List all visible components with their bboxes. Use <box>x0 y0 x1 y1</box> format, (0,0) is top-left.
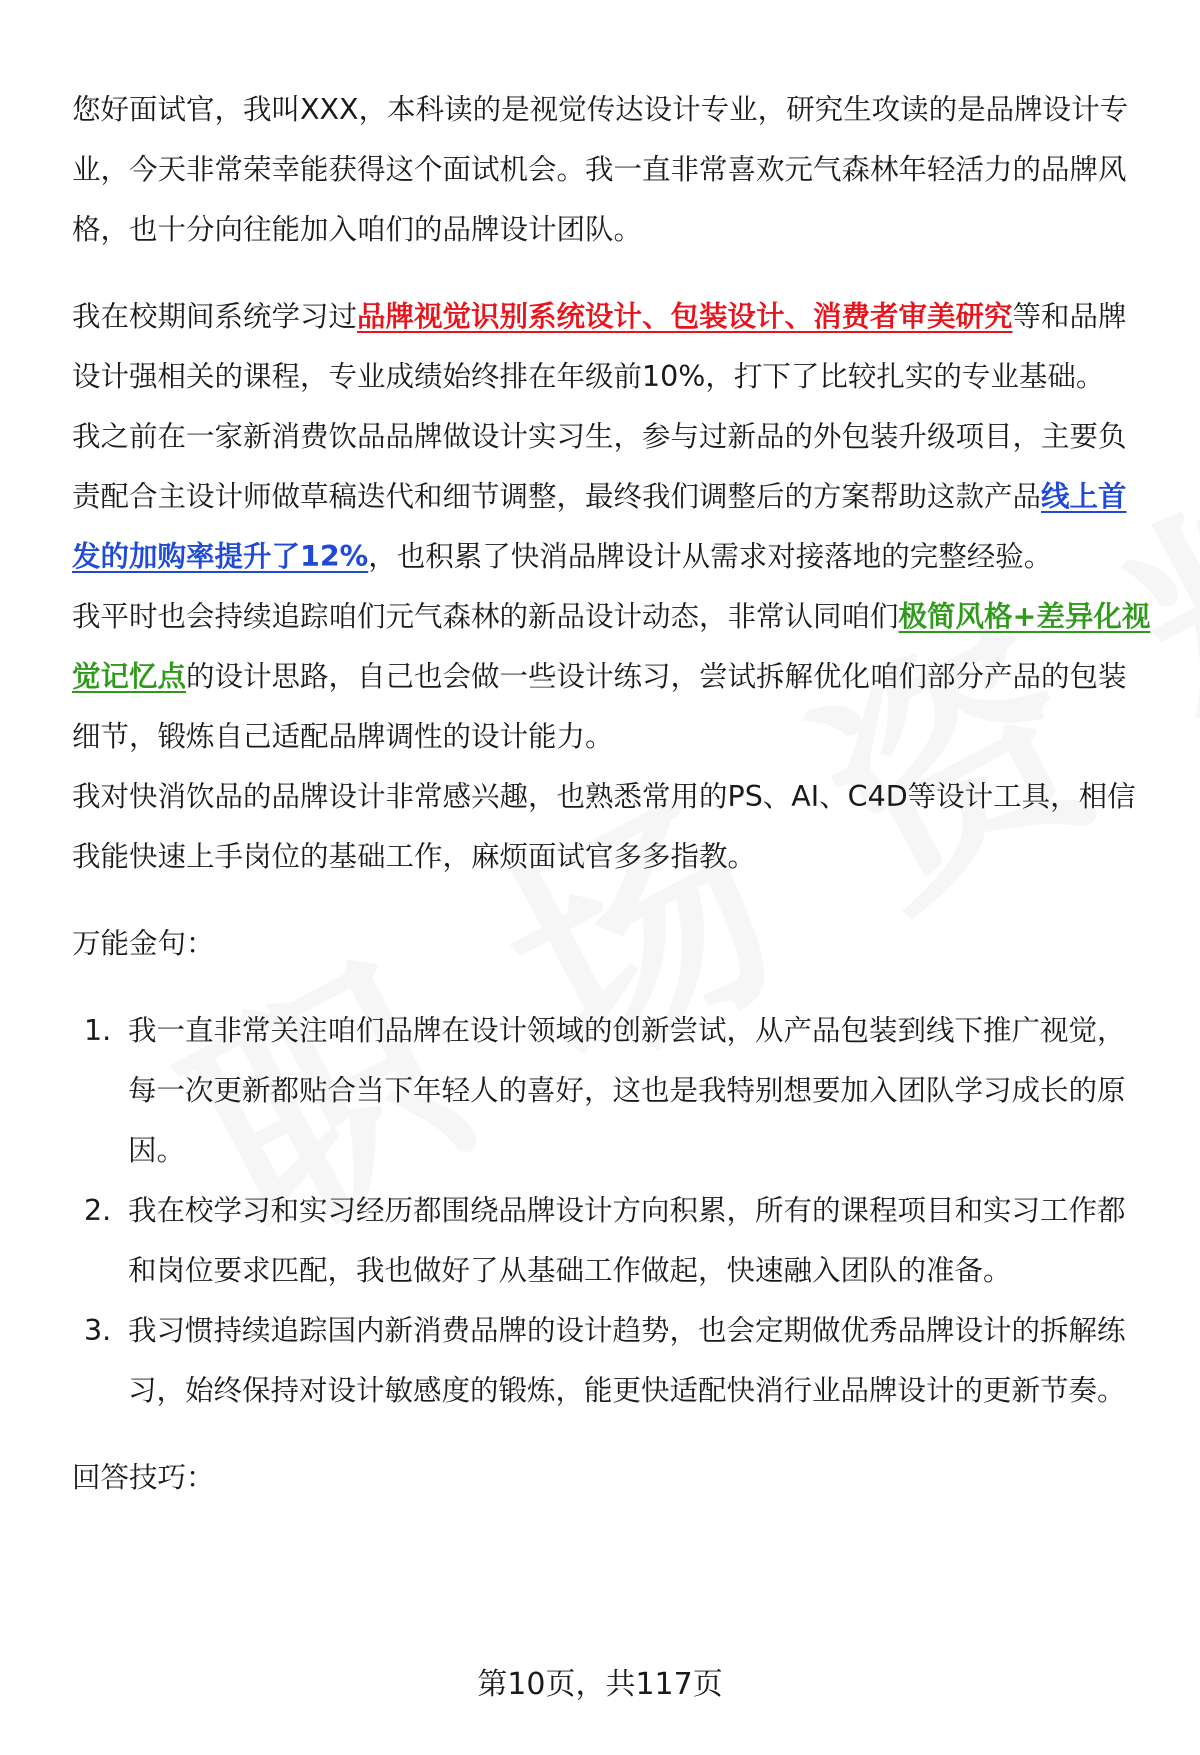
internship-text-after: ，也积累了快消品牌设计从需求对接落地的完整经验。 <box>368 540 1053 573</box>
document-body <box>72 80 1152 1508</box>
follow-text-before: 我平时也会持续追踪咱们元气森林的新品设计动态，非常认同咱们 <box>72 600 899 633</box>
intro-paragraph: 您好面试官，我叫XXX，本科读的是视觉传达设计专业，研究生攻读的是品牌设计专业，今天非常荣幸能获得这个面试机会。我一直非常喜欢元气森林年轻活力的品牌风格，也十分向往能加入咱们的品牌设计团队。 <box>72 93 1129 246</box>
paragraph-gap <box>72 974 1152 1001</box>
study-paragraph <box>72 287 1152 407</box>
list-item-text: 我在校学习和实习经历都围绕品牌设计方向积累，所有的课程项目和实习工作都和岗位要求匹配，我也做好了从基础工作做起，快速融入团队的准备。 <box>128 1194 1126 1287</box>
internship-highlight: 线上首发的加购率提升了12% <box>72 480 1127 573</box>
list-item-text: 我习惯持续追踪国内新消费品牌的设计趋势，也会定期做优秀品牌设计的拆解练习，始终保持对设计敏感度的锻炼，能更快适配快消行业品牌设计的更新节奏。 <box>128 1314 1126 1407</box>
list-item-number: 3. <box>84 1314 112 1347</box>
answer-tips-heading: 回答技巧： <box>72 1461 215 1494</box>
paragraph-gap <box>72 887 1152 914</box>
paragraph-gap <box>72 260 1152 287</box>
golden-sentences-heading: 万能金句： <box>72 927 215 960</box>
closing-paragraph: 我对快消饮品的品牌设计非常感兴趣，也熟悉常用的PS、AI、C4D等设计工具，相信我能快速上手岗位的基础工作，麻烦面试官多多指教。 <box>72 780 1136 873</box>
list-item-number: 1. <box>84 1014 112 1047</box>
study-text-before: 我在校期间系统学习过 <box>72 300 358 333</box>
paragraph-gap <box>72 1421 1152 1448</box>
study-text-after: 等和品牌设计强相关的课程，专业成绩始终排在年级前10%，打下了比较扎实的专业基础。 <box>72 300 1127 393</box>
page-number-footer: 第10页，共117页 <box>477 1667 723 1702</box>
study-highlight: 品牌视觉识别系统设计、包装设计、消费者审美研究 <box>357 300 1013 333</box>
golden-sentences-list <box>72 1001 1152 1421</box>
follow-text-after: 的设计思路，自己也会做一些设计练习，尝试拆解优化咱们部分产品的包装细节，锻炼自己适配品牌调性的设计能力。 <box>72 660 1127 753</box>
list-item-text: 我一直非常关注咱们品牌在设计领域的创新尝试，从产品包装到线下推广视觉，每一次更新都贴合当下年轻人的喜好，这也是我特别想要加入团队学习成长的原因。 <box>128 1014 1126 1167</box>
follow-highlight: 极简风格+差异化视觉记忆点 <box>72 600 1151 693</box>
follow-paragraph <box>72 587 1152 767</box>
list-item-number: 2. <box>84 1194 112 1227</box>
list-item <box>72 1001 1152 1181</box>
internship-paragraph <box>72 407 1152 587</box>
list-item <box>72 1181 1152 1301</box>
list-item <box>72 1301 1152 1421</box>
internship-text-before: 我之前在一家新消费饮品品牌做设计实习生，参与过新品的外包装升级项目，主要负责配合主设计师做草稿迭代和细节调整，最终我们调整后的方案帮助这款产品 <box>72 420 1127 513</box>
